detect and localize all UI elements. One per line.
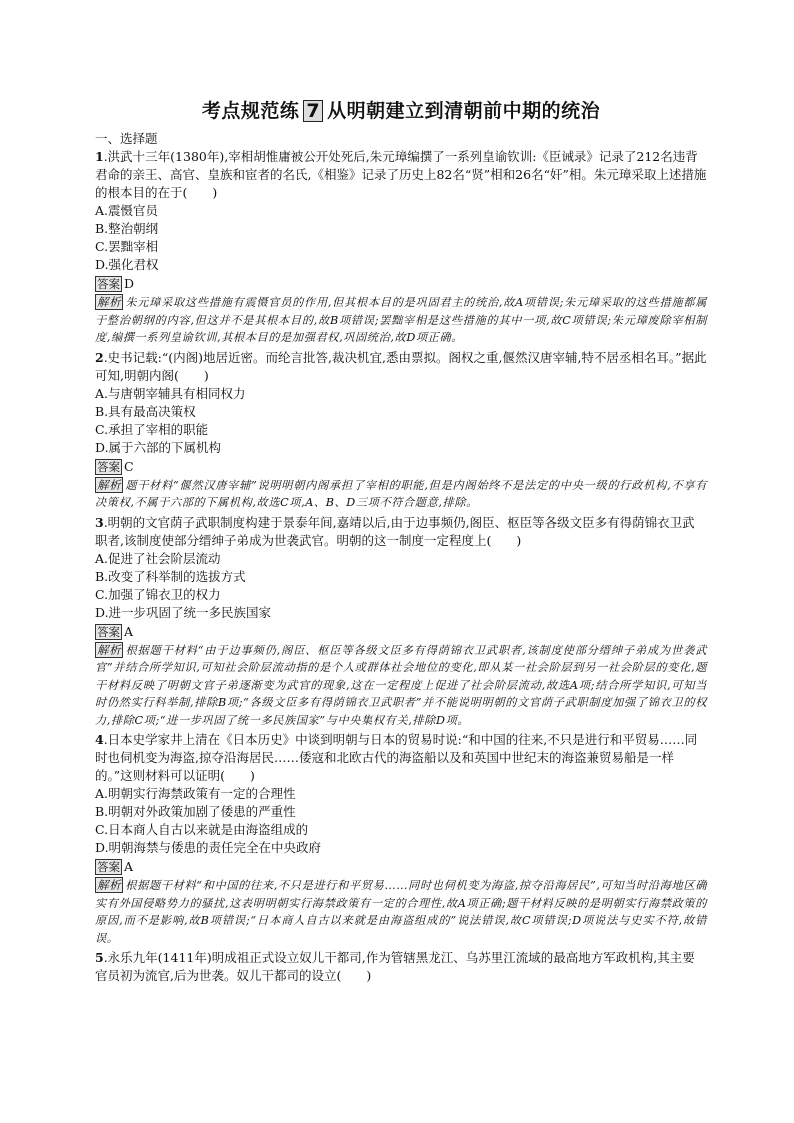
answer-line: [95, 858, 707, 876]
option-c: C.承担了宰相的职能: [95, 421, 209, 437]
option-c: C.罢黜宰相: [95, 239, 159, 254]
answer-tag: 答案: [97, 277, 120, 291]
answer-tag: 答案: [97, 624, 120, 639]
option-a: A.震慑官员: [95, 203, 159, 218]
option-c: C.日本商人自古以来就是由海盗组成的: [95, 822, 309, 837]
option-d: D.进一步巩固了统一多民族国家: [95, 604, 272, 620]
explain-tag: 解析: [97, 295, 122, 309]
option-c: C.加强了锦衣卫的权力: [95, 586, 221, 602]
explanation: 解析 题干材料“偃然汉唐宰辅”说明明朝内阁承担了宰相的职能,但是内阁始终不是法定的中央一级的行政机构,不享有决策权,不属于六部的下属机构,故选C项,A、B、D三项不符合题意,排除。: [95, 477, 707, 509]
option-a: A.与唐朝宰辅具有相同权力: [95, 385, 246, 401]
section-heading: 一、选择题: [95, 131, 158, 146]
title-prefix: 考点规范练: [201, 100, 300, 122]
question-block: [95, 349, 707, 512]
answer-tag: 答案: [97, 860, 120, 874]
answer-tag: 答案: [97, 459, 120, 474]
option-a: A.促进了社会阶层流动: [95, 550, 221, 566]
option-b: B.明朝对外政策加剧了倭患的严重性: [95, 804, 296, 819]
answer-value: A: [124, 859, 134, 874]
answer-line: [95, 458, 707, 476]
title-number-badge: 7: [303, 100, 323, 122]
explain-tag: 解析: [97, 642, 122, 657]
page-title: [95, 96, 707, 123]
question-stem: 5.永乐九年(1411年)明成祖正式设立奴儿干都司,作为管辖黑龙江、乌苏里江流域的最高地方军政机构,其主要官员初为流官,后为世袭。奴儿干都司的设立( ): [95, 950, 695, 983]
answer-value: A: [124, 623, 134, 639]
explanation: 解析 根据题干材料“和中国的往来,不只是进行和平贸易……同时也伺机变为海盗,掠夺沿海居民”,可知当时沿海地区确实有外国侵略势力的骚扰,这表明明朝实行海禁政策有一定的合理性,故A项正确;题干材料反映的是明朝实行海禁政策的原因,而不是影响,故B项错误;“日本商人自古以来就是由海盗组成的”说法错误,故C项错误;D项说法与史实不符,故错误。: [95, 878, 707, 945]
title-suffix: 从明朝建立到清朝前中期的统治: [327, 100, 601, 122]
option-d: D.属于六部的下属机构: [95, 439, 222, 455]
question-stem: 4.日本史学家井上清在《日本历史》中谈到明朝与日本的贸易时说:“和中国的往来,不只是进行和平贸易……同时也伺机变为海盗,掠夺沿海居民……倭寇和北欧古代的海盗船以及和英国中世纪末的海盗兼贸易船是一样的。”这则材料可以证明( ): [95, 732, 698, 783]
option-d: D.强化君权: [95, 257, 159, 272]
answer-value: D: [124, 276, 135, 291]
explain-tag: 解析: [97, 477, 122, 492]
option-a: A.明朝实行海禁政策有一定的合理性: [95, 786, 296, 801]
explanation: 解析 根据题干材料“由于边事频仍,阁臣、枢臣等各级文臣多有得荫锦衣卫武职者,该制度使部分缙绅子弟成为世袭武官”并结合所学知识,可知社会阶层流动指的是个人或群体社会地位的变化,即从某一社会阶层到另一社会阶层的变化,题干材料反映了明朝文官子弟逐渐变为武官的现象,这在一定程度上促进了社会阶层流动,故选A项;结合所学知识,可知当时仍然实行科举制,排除B项;“各级文臣多有得荫锦衣卫武职者”并不能说明明朝的文官荫子武职制度加强了锦衣卫的权力,排除C项;“进一步巩固了统一多民族国家”与中央集权有关,排除D项。: [95, 642, 707, 727]
question-block: [95, 949, 707, 985]
explain-tag: 解析: [97, 878, 122, 892]
question-block: [95, 148, 707, 347]
option-b: B.改变了科举制的选拔方式: [95, 568, 246, 584]
question-block: [95, 514, 707, 730]
document-page: [95, 96, 707, 985]
question-stem: 3.明朝的文官荫子武职制度构建于景泰年间,嘉靖以后,由于边事频仍,阁臣、枢臣等各级文臣多有得荫锦衣卫武职者,该制度使部分缙绅子弟成为世袭武官。明朝的这一制度一定程度上( ): [95, 514, 695, 548]
question-block: [95, 731, 707, 947]
explanation: 解析 朱元璋采取这些措施有震慑官员的作用,但其根本目的是巩固君主的统治,故A项错误;朱元璋采取的这些措施都属于整治朝纲的内容,但这并不是其根本目的,故B项错误;罢黜宰相是这些措施的其中一项,故C项错误;朱元璋废除宰相制度,编撰一系列皇谕钦训,其根本目的是加强君权,巩固统治,故D项正确。: [95, 295, 707, 344]
answer-line: [95, 275, 707, 293]
option-b: B.具有最高决策权: [95, 403, 196, 419]
question-stem: 1.洪武十三年(1380年),宰相胡惟庸被公开处死后,朱元璋编撰了一系列皇谕钦训:《臣诫录》记录了212名违背君命的亲王、高官、皇族和宦者的名氏,《相鉴》记录了历史上82名“贤”相和26名“奸”相。朱元璋采取上述措施的根本目的在于( ): [95, 149, 707, 200]
option-b: B.整治朝纲: [95, 221, 159, 236]
option-d: D.明朝海禁与倭患的责任完全在中央政府: [95, 840, 322, 855]
question-stem: 2.史书记载:“(内阁)地居近密。而纶言批答,裁决机宜,悉由票拟。阁权之重,偃然汉唐宰辅,特不居丞相名耳。”据此可知,明朝内阁( ): [95, 349, 707, 383]
answer-value: C: [124, 458, 134, 474]
answer-line: [95, 623, 707, 641]
